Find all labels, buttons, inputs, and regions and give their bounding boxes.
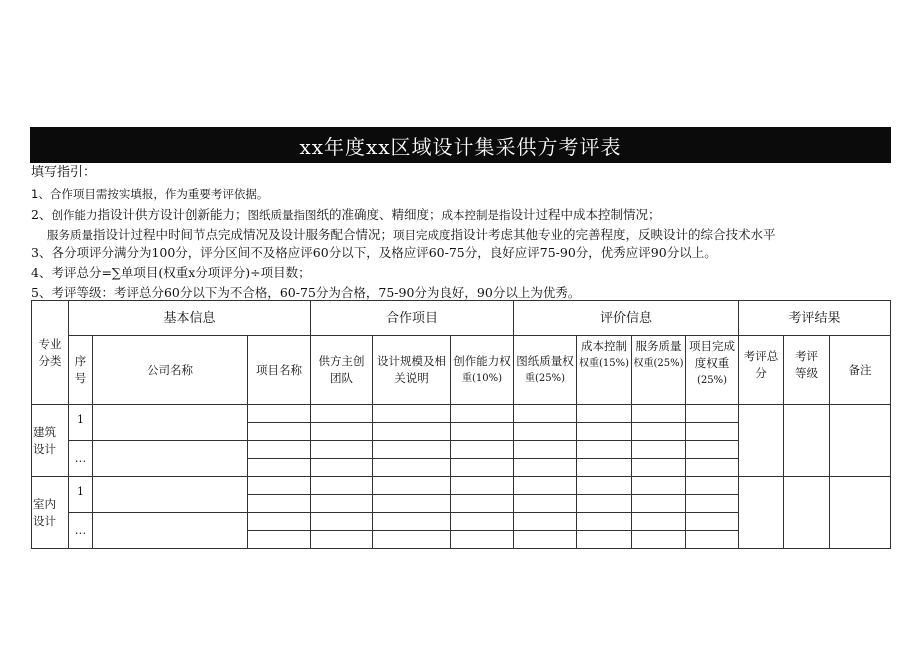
data-cell[interactable] <box>514 459 577 477</box>
data-cell[interactable] <box>451 423 514 441</box>
guide-line-5: 4、考评总分=∑单项目(权重x分项评分)÷项目数； <box>31 265 311 280</box>
seq-cell: … <box>69 441 93 477</box>
data-cell[interactable] <box>248 405 311 423</box>
data-cell[interactable] <box>311 513 373 531</box>
header-total-score: 考评总 分 <box>739 336 784 405</box>
header-cost-weight: 成本控制 权重(15%) <box>577 336 632 405</box>
data-cell[interactable] <box>311 459 373 477</box>
data-cell[interactable] <box>311 495 373 513</box>
data-cell[interactable] <box>514 531 577 549</box>
data-cell[interactable] <box>632 531 686 549</box>
remark-cell[interactable] <box>830 405 891 477</box>
total-score-cell[interactable] <box>739 477 784 549</box>
data-cell[interactable] <box>577 441 632 459</box>
data-cell[interactable] <box>311 405 373 423</box>
data-cell[interactable] <box>373 495 451 513</box>
data-cell[interactable] <box>248 531 311 549</box>
header-grade: 考评 等级 <box>784 336 830 405</box>
data-cell[interactable] <box>451 513 514 531</box>
header-project-name: 项目名称 <box>248 336 311 405</box>
data-cell[interactable] <box>311 423 373 441</box>
company-cell[interactable] <box>93 477 248 513</box>
header-completion-weight: 项目完成 度权重 (25%) <box>686 336 739 405</box>
data-cell[interactable] <box>451 405 514 423</box>
seq-cell: 1 <box>69 405 93 441</box>
company-cell[interactable] <box>93 405 248 441</box>
data-cell[interactable] <box>514 495 577 513</box>
data-cell[interactable] <box>248 513 311 531</box>
data-cell[interactable] <box>632 477 686 495</box>
header-basic-info: 基本信息 <box>69 301 311 336</box>
data-cell[interactable] <box>577 513 632 531</box>
data-cell[interactable] <box>514 513 577 531</box>
guide-line-6: 5、考评等级：考评总分60分以下为不合格，60-75分为合格，75-90分为良好，90分以上为优秀。 <box>31 285 581 300</box>
data-cell[interactable] <box>577 495 632 513</box>
data-cell[interactable] <box>577 459 632 477</box>
data-cell[interactable] <box>686 477 739 495</box>
data-cell[interactable] <box>248 495 311 513</box>
guide-heading: 填写指引： <box>31 165 97 180</box>
header-evaluation-info: 评价信息 <box>514 301 739 336</box>
data-cell[interactable] <box>686 423 739 441</box>
remark-cell[interactable] <box>830 477 891 549</box>
company-cell[interactable] <box>93 441 248 477</box>
data-cell[interactable] <box>686 459 739 477</box>
header-drawing-weight: 图纸质量权 重(25%) <box>514 336 577 405</box>
total-score-cell[interactable] <box>739 405 784 477</box>
data-cell[interactable] <box>248 477 311 495</box>
data-cell[interactable] <box>577 477 632 495</box>
header-company-name: 公司名称 <box>93 336 248 405</box>
company-cell[interactable] <box>93 513 248 549</box>
data-cell[interactable] <box>577 423 632 441</box>
data-cell[interactable] <box>577 531 632 549</box>
data-cell[interactable] <box>514 441 577 459</box>
data-cell[interactable] <box>451 495 514 513</box>
data-cell[interactable] <box>686 405 739 423</box>
data-cell[interactable] <box>311 531 373 549</box>
data-cell[interactable] <box>686 513 739 531</box>
data-cell[interactable] <box>248 441 311 459</box>
data-cell[interactable] <box>248 459 311 477</box>
data-cell[interactable] <box>373 405 451 423</box>
header-scale: 设计规模及相 关说明 <box>373 336 451 405</box>
page-title: xx年度xx区域设计集采供方考评表 <box>30 127 891 163</box>
data-cell[interactable] <box>451 531 514 549</box>
data-cell[interactable] <box>451 441 514 459</box>
data-cell[interactable] <box>577 405 632 423</box>
header-team: 供方主创 团队 <box>311 336 373 405</box>
grade-cell[interactable] <box>784 477 830 549</box>
guide-line-2: 2、创作能力指设计供方设计创新能力；图纸质量指图纸的准确度、精细度；成本控制是指设计过程中成本控制情况； <box>31 207 661 222</box>
data-cell[interactable] <box>373 423 451 441</box>
data-cell[interactable] <box>632 459 686 477</box>
data-cell[interactable] <box>686 495 739 513</box>
header-cooperation-project: 合作项目 <box>311 301 514 336</box>
data-cell[interactable] <box>451 477 514 495</box>
data-cell[interactable] <box>373 531 451 549</box>
data-cell[interactable] <box>373 459 451 477</box>
evaluation-table <box>31 300 891 549</box>
category-interior: 室内 设计 <box>32 477 69 549</box>
data-cell[interactable] <box>514 477 577 495</box>
grade-cell[interactable] <box>784 405 830 477</box>
data-cell[interactable] <box>373 477 451 495</box>
header-evaluation-result: 考评结果 <box>739 301 891 336</box>
data-cell[interactable] <box>311 441 373 459</box>
data-cell[interactable] <box>373 441 451 459</box>
data-cell[interactable] <box>514 405 577 423</box>
data-cell[interactable] <box>451 459 514 477</box>
header-service-weight: 服务质量 权重(25%) <box>632 336 686 405</box>
header-remark: 备注 <box>830 336 891 405</box>
data-cell[interactable] <box>373 513 451 531</box>
data-cell[interactable] <box>632 405 686 423</box>
data-cell[interactable] <box>686 531 739 549</box>
data-cell[interactable] <box>632 495 686 513</box>
data-cell[interactable] <box>632 441 686 459</box>
data-cell[interactable] <box>632 423 686 441</box>
guide-line-1: 1、合作项目需按实填报，作为重要考评依据。 <box>31 187 269 201</box>
seq-cell: … <box>69 513 93 549</box>
data-cell[interactable] <box>311 477 373 495</box>
seq-cell: 1 <box>69 477 93 513</box>
header-seq: 序 号 <box>69 336 93 405</box>
data-cell[interactable] <box>514 423 577 441</box>
guide-line-4: 3、各分项评分满分为100分，评分区间不及格应评60分以下，及格应评60-75分，良好应评75-90分，优秀应评90分以上。 <box>31 245 717 260</box>
data-cell[interactable] <box>686 441 739 459</box>
header-category: 专业 分类 <box>32 301 69 405</box>
data-cell[interactable] <box>632 513 686 531</box>
header-creativity-weight: 创作能力权 重(10%) <box>451 336 514 405</box>
category-architecture: 建筑 设计 <box>32 405 69 477</box>
guide-line-3: 服务质量指设计过程中时间节点完成情况及设计服务配合情况；项目完成度指设计考虑其他专业的完善程度，反映设计的综合技术水平 <box>47 227 776 242</box>
data-cell[interactable] <box>248 423 311 441</box>
